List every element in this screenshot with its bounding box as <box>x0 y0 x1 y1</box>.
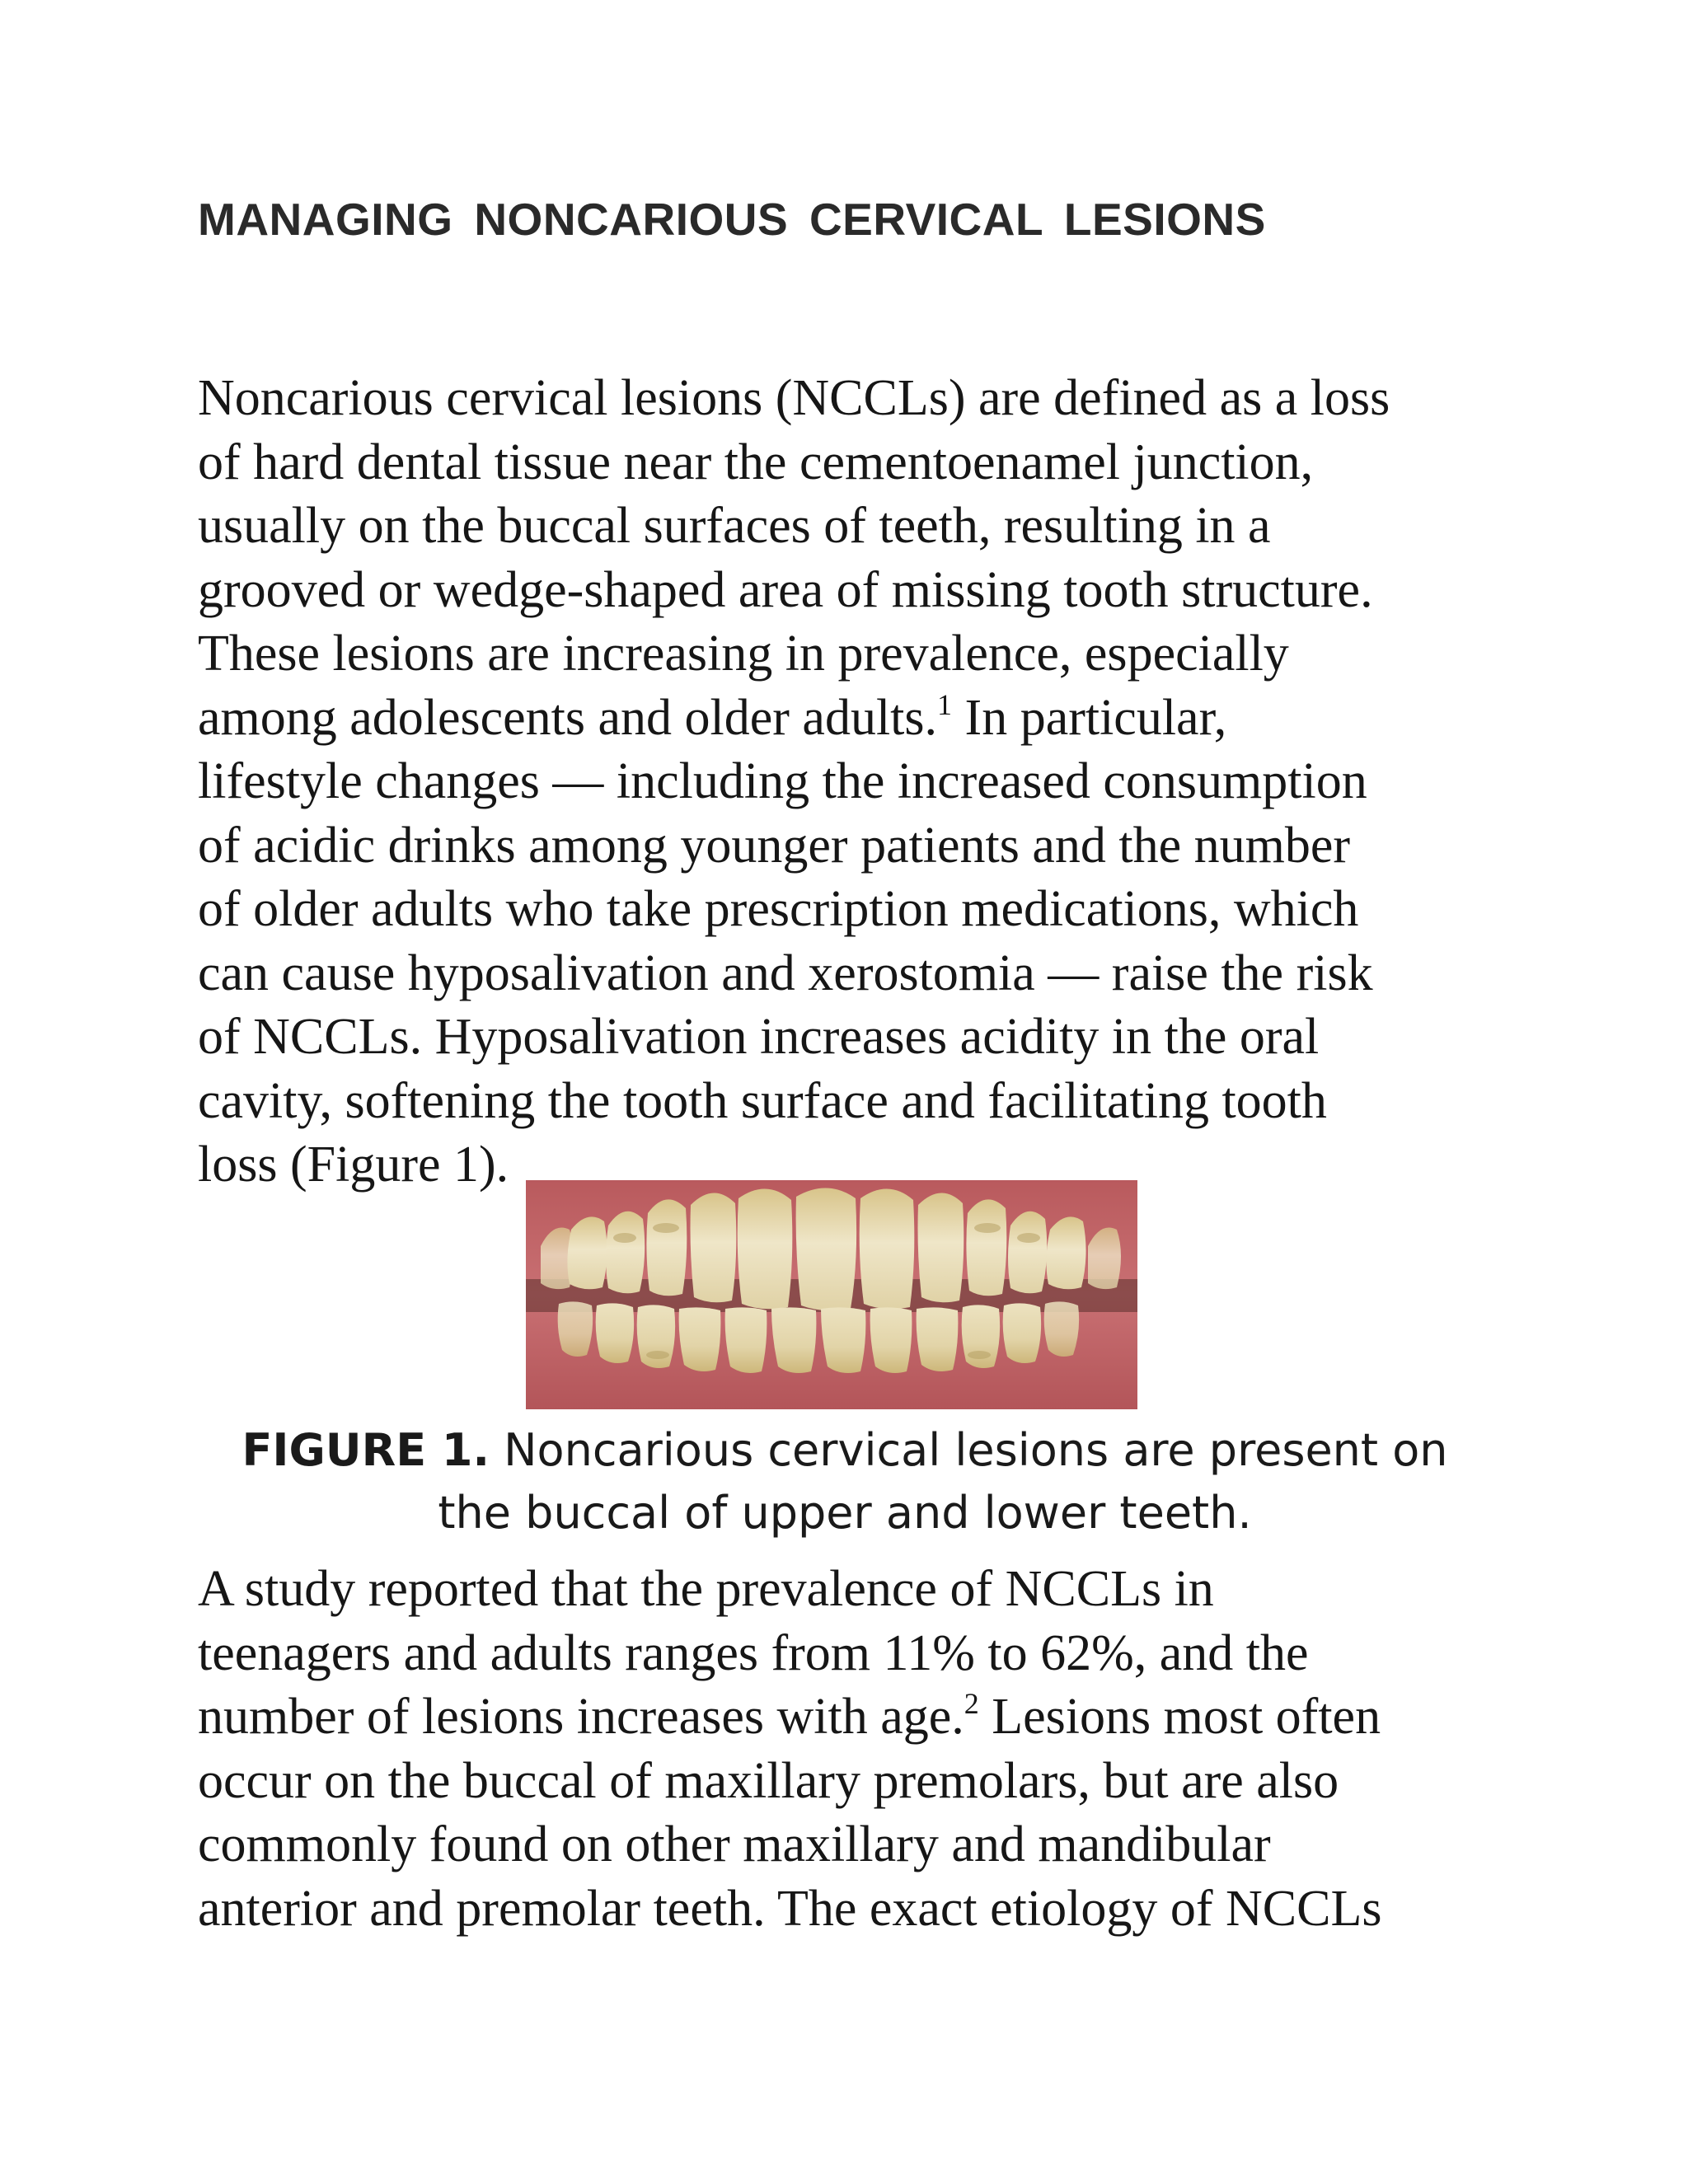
study-paragraph <box>198 1558 1517 1941</box>
paragraph-line: These lesions are increasing in prevalence, especially <box>198 626 1289 682</box>
paragraph-line: cavity, softening the tooth surface and facilitating tooth <box>198 1072 1327 1129</box>
paragraph-line: usually on the buccal surfaces of teeth, resulting in a <box>198 498 1271 554</box>
paragraph-line: grooved or wedge-shaped area of missing tooth structure. <box>198 561 1373 618</box>
paragraph-text: among adolescents and older adults. <box>198 689 938 746</box>
teeth-photo <box>526 1180 1137 1409</box>
paragraph-line: occur on the buccal of maxillary premolars, but are also <box>198 1752 1339 1809</box>
article-title: MANAGING NONCARIOUS CERVICAL LESIONS <box>198 194 1266 245</box>
paragraph-text: In particular, <box>952 689 1227 746</box>
paragraph-line <box>198 1685 1517 1750</box>
paragraph-line: can cause hyposalivation and xerostomia — raise the risk <box>198 944 1373 1001</box>
paragraph-line: lifestyle changes — including the increased consumption <box>198 753 1367 809</box>
intro-paragraph <box>198 367 1517 1197</box>
caption-text: Noncarious cervical lesions are present on <box>490 1424 1448 1476</box>
paragraph-text: Lesions most often <box>978 1689 1381 1745</box>
caption-line: the buccal of upper and lower teeth. <box>438 1487 1252 1539</box>
figure-caption <box>181 1419 1508 1544</box>
paragraph-line <box>198 687 1517 751</box>
paragraph-text: number of lesions increases with age. <box>198 1689 964 1745</box>
caption-label: FIGURE 1. <box>241 1424 490 1476</box>
paragraph-line: A study reported that the prevalence of NCCLs in <box>198 1561 1214 1617</box>
paragraph-line: Noncarious cervical lesions (NCCLs) are defined as a loss <box>198 370 1390 426</box>
caption-line <box>181 1419 1508 1482</box>
reference-superscript: 1 <box>937 687 953 721</box>
paragraph-line: of older adults who take prescription medications, which <box>198 881 1359 937</box>
paragraph-line: of acidic drinks among younger patients and the number <box>198 817 1351 874</box>
teeth-illustration <box>526 1180 1137 1409</box>
reference-superscript: 2 <box>964 1687 979 1720</box>
paragraph-line: commonly found on other maxillary and mandibular <box>198 1816 1271 1872</box>
paragraph-line: teenagers and adults ranges from 11% to 62%, and the <box>198 1624 1309 1681</box>
paragraph-line: anterior and premolar teeth. The exact etiology of NCCLs <box>198 1880 1382 1937</box>
paragraph-line: of hard dental tissue near the cementoenamel junction, <box>198 434 1314 490</box>
paragraph-line: loss (Figure 1). <box>198 1137 509 1193</box>
paragraph-line: of NCCLs. Hyposalivation increases acidity in the oral <box>198 1009 1320 1065</box>
